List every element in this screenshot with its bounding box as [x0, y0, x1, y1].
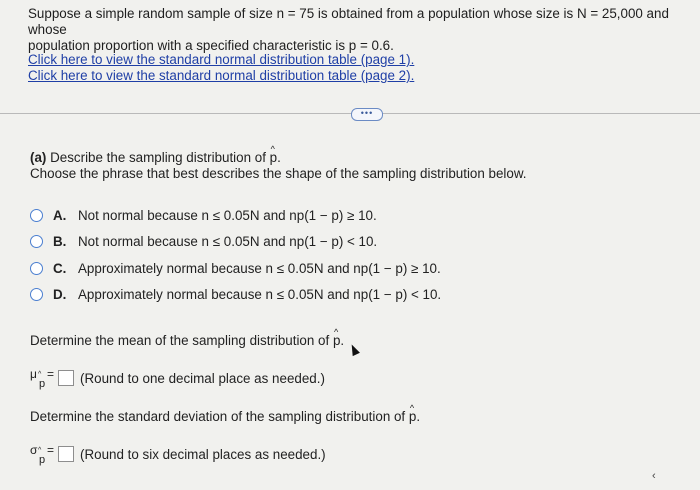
mu-p-hat-symbol	[30, 365, 58, 391]
mean-round-hint: (Round to one decimal place as needed.)	[80, 370, 325, 386]
sigma-p-hat-symbol	[30, 441, 58, 467]
p-hat-var: ^ p	[270, 150, 277, 166]
sd-question-end: .	[416, 409, 421, 424]
sd-answer-input[interactable]	[58, 446, 74, 462]
part-a-prompt	[30, 150, 527, 182]
option-b-letter: B.	[53, 234, 67, 250]
problem-statement	[28, 6, 696, 54]
sd-p-hat: ^ p	[409, 409, 416, 425]
part-a-label: (a)	[30, 150, 47, 165]
radio-a[interactable]	[30, 209, 43, 222]
sigma-sub-p: p	[39, 454, 46, 466]
sd-answer-row	[30, 441, 326, 467]
expand-more-button[interactable]: •••	[351, 108, 383, 121]
mouse-pointer-icon	[348, 343, 360, 356]
radio-b[interactable]	[30, 235, 43, 248]
mu-sub-hat: ^	[38, 371, 42, 378]
option-c[interactable]	[30, 255, 441, 282]
mu-equals: =	[47, 367, 55, 381]
mu-glyph: μ	[30, 367, 37, 381]
option-a-text: Not normal because n ≤ 0.05N and np(1 − p) ≥ 10.	[78, 207, 377, 223]
radio-c[interactable]	[30, 262, 43, 275]
part-a-header	[30, 150, 527, 166]
mean-p-hat: ^ p	[333, 333, 340, 349]
option-a-letter: A.	[53, 207, 67, 223]
sd-question-text: Determine the standard deviation of the sampling distribution of	[30, 409, 409, 424]
sigma-equals: =	[47, 443, 55, 457]
option-c-text: Approximately normal because n ≤ 0.05N and np(1 − p) ≥ 10.	[78, 260, 441, 276]
part-a-header-text: Describe the sampling distribution of	[46, 150, 270, 165]
part-a-header-end: .	[277, 150, 281, 165]
normal-table-link-page-1[interactable]: Click here to view the standard normal distribution table (page 1).	[28, 52, 415, 67]
option-b[interactable]	[30, 229, 441, 256]
sd-question	[30, 409, 420, 425]
problem-line-2: population proportion with a specified characteristic is p = 0.6.	[28, 38, 394, 53]
option-d-text: Approximately normal because n ≤ 0.05N and np(1 − p) < 10.	[78, 287, 442, 303]
sd-round-hint: (Round to six decimal places as needed.)	[80, 446, 326, 462]
problem-line-1: Suppose a simple random sample of size n = 75 is obtained from a population whose size is N = 25,000 and whose	[28, 6, 669, 37]
mean-answer-row	[30, 365, 325, 391]
option-d[interactable]	[30, 282, 441, 309]
option-c-letter: C.	[53, 260, 67, 276]
option-b-text: Not normal because n ≤ 0.05N and np(1 − p) < 10.	[78, 234, 378, 250]
sigma-sub-hat: ^	[38, 447, 42, 454]
mean-answer-input[interactable]	[58, 370, 74, 386]
mean-question-text: Determine the mean of the sampling distribution of	[30, 333, 333, 348]
scroll-left-icon[interactable]: ‹	[652, 470, 656, 482]
normal-table-link-page-2[interactable]: Click here to view the standard normal distribution table (page 2).	[28, 68, 415, 83]
part-a-instruction: Choose the phrase that best describes the shape of the sampling distribution below.	[30, 166, 527, 181]
option-a[interactable]	[30, 202, 441, 229]
shape-options	[30, 202, 441, 308]
mu-sub-p: p	[39, 378, 46, 390]
mean-question-end: .	[340, 333, 345, 348]
section-divider	[0, 113, 700, 114]
sigma-glyph: σ	[30, 443, 38, 457]
radio-d[interactable]	[30, 288, 43, 301]
table-links	[28, 52, 414, 84]
option-d-letter: D.	[53, 287, 67, 303]
mean-question	[30, 333, 344, 349]
